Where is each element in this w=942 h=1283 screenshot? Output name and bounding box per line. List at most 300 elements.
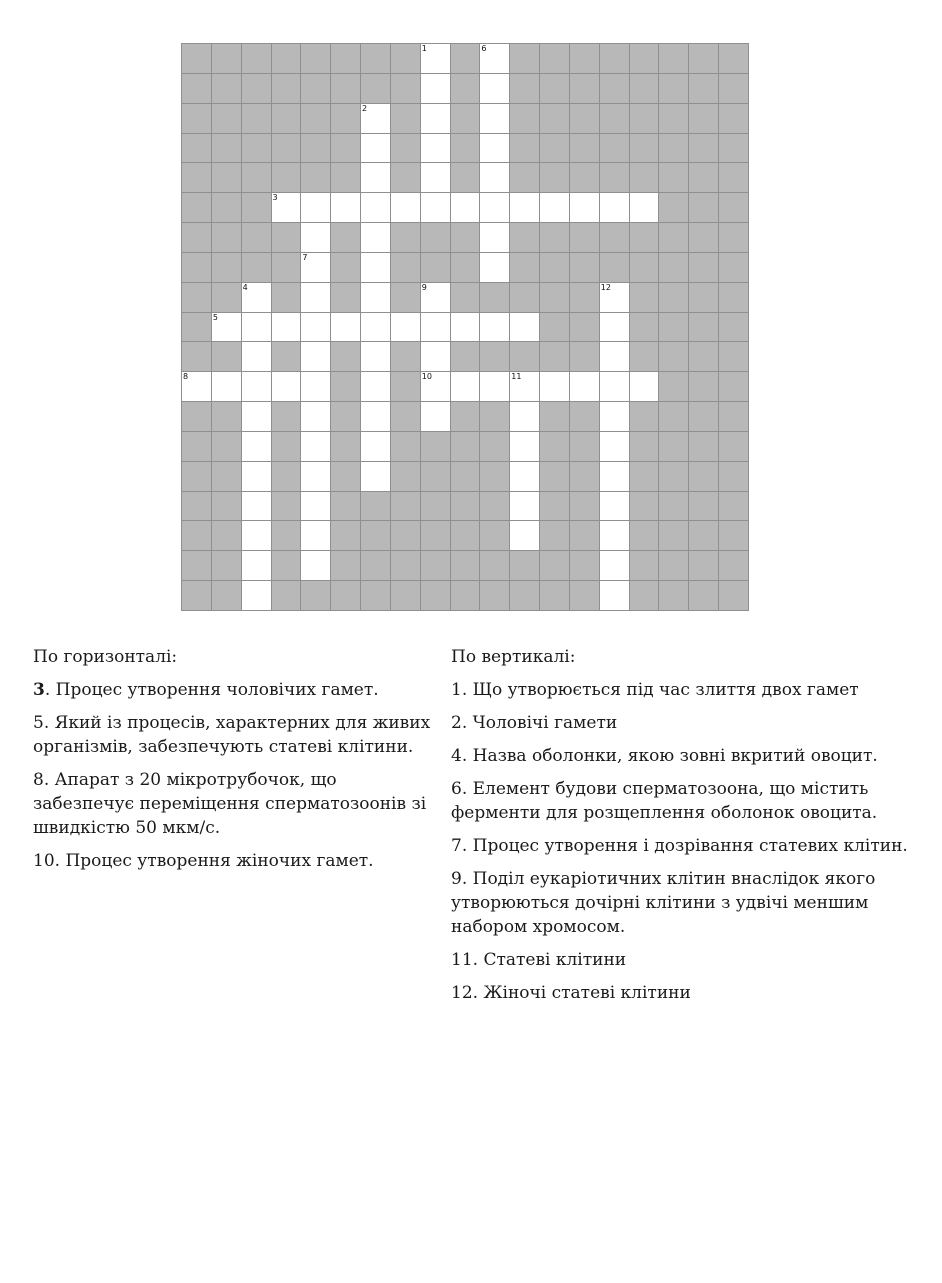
blocked-cell — [182, 581, 211, 610]
blocked-cell — [689, 521, 718, 550]
answer-cell[interactable] — [421, 342, 450, 371]
blocked-cell — [570, 253, 599, 282]
answer-cell[interactable] — [361, 104, 390, 133]
answer-cell[interactable] — [510, 313, 539, 342]
down-clue-6: 6. Елемент будови сперматозоона, що містить ферменти для розщеплення оболонок овоцита. — [451, 779, 878, 823]
answer-cell[interactable] — [480, 313, 509, 342]
answer-cell[interactable] — [361, 253, 390, 282]
blocked-cell — [510, 551, 539, 580]
blocked-cell — [689, 163, 718, 192]
answer-cell[interactable] — [272, 193, 301, 222]
answer-cell[interactable] — [361, 283, 390, 312]
blocked-cell — [182, 104, 211, 133]
answer-cell[interactable] — [301, 253, 330, 282]
blocked-cell — [719, 44, 748, 73]
blocked-cell — [719, 402, 748, 431]
answer-cell[interactable] — [480, 223, 509, 252]
answer-cell[interactable] — [361, 193, 390, 222]
answer-cell[interactable] — [301, 342, 330, 371]
answer-cell[interactable] — [600, 432, 629, 461]
blocked-cell — [540, 581, 569, 610]
blocked-cell — [689, 134, 718, 163]
answer-cell[interactable] — [182, 372, 211, 401]
blocked-cell — [391, 342, 420, 371]
blocked-cell — [659, 223, 688, 252]
answer-cell[interactable] — [600, 551, 629, 580]
answer-cell[interactable] — [570, 193, 599, 222]
answer-cell[interactable] — [540, 193, 569, 222]
blocked-cell — [659, 253, 688, 282]
answer-cell[interactable] — [421, 193, 450, 222]
blocked-cell — [182, 521, 211, 550]
blocked-cell — [272, 342, 301, 371]
answer-cell[interactable] — [272, 313, 301, 342]
answer-cell[interactable] — [301, 193, 330, 222]
blocked-cell — [182, 134, 211, 163]
blocked-cell — [600, 44, 629, 73]
blocked-cell — [540, 462, 569, 491]
blocked-cell — [361, 521, 390, 550]
blocked-cell — [182, 223, 211, 252]
answer-cell[interactable] — [421, 104, 450, 133]
clue-number-8: 8 — [183, 372, 189, 382]
answer-cell[interactable] — [242, 492, 271, 521]
blocked-cell — [242, 253, 271, 282]
blocked-cell — [272, 44, 301, 73]
answer-cell[interactable] — [480, 104, 509, 133]
blocked-cell — [480, 581, 509, 610]
blocked-cell — [451, 104, 480, 133]
down-heading: По вертикалі: — [451, 647, 576, 667]
answer-cell[interactable] — [242, 402, 271, 431]
answer-cell[interactable] — [600, 492, 629, 521]
answer-cell[interactable] — [272, 372, 301, 401]
blocked-cell — [331, 253, 360, 282]
answer-cell[interactable] — [540, 372, 569, 401]
across-heading: По горизонталі: — [33, 647, 178, 667]
blocked-cell — [421, 521, 450, 550]
answer-cell[interactable] — [242, 521, 271, 550]
blocked-cell — [540, 313, 569, 342]
clue-number-12: 12 — [600, 282, 611, 292]
blocked-cell — [242, 74, 271, 103]
blocked-cell — [570, 134, 599, 163]
blocked-cell — [331, 104, 360, 133]
blocked-cell — [391, 253, 420, 282]
blocked-cell — [212, 521, 241, 550]
blocked-cell — [689, 581, 718, 610]
blocked-cell — [242, 134, 271, 163]
blocked-cell — [570, 551, 599, 580]
blocked-cell — [570, 283, 599, 312]
blocked-cell — [719, 283, 748, 312]
blocked-cell — [659, 492, 688, 521]
blocked-cell — [480, 283, 509, 312]
blocked-cell — [480, 492, 509, 521]
blocked-cell — [689, 44, 718, 73]
blocked-cell — [331, 372, 360, 401]
blocked-cell — [391, 134, 420, 163]
blocked-cell — [689, 492, 718, 521]
blocked-cell — [719, 492, 748, 521]
blocked-cell — [272, 432, 301, 461]
answer-cell[interactable] — [301, 313, 330, 342]
blocked-cell — [212, 462, 241, 491]
answer-cell[interactable] — [570, 372, 599, 401]
blocked-cell — [272, 581, 301, 610]
blocked-cell — [719, 163, 748, 192]
blocked-cell — [421, 492, 450, 521]
blocked-cell — [421, 551, 450, 580]
across-clue-8: 8. Апарат з 20 мікротрубочок, що забезпечує переміщення сперматозоонів зі швидкістю 50 мкм/с. — [33, 770, 427, 838]
blocked-cell — [212, 492, 241, 521]
answer-cell[interactable] — [242, 581, 271, 610]
blocked-cell — [331, 134, 360, 163]
blocked-cell — [659, 551, 688, 580]
blocked-cell — [480, 462, 509, 491]
blocked-cell — [451, 163, 480, 192]
blocked-cell — [272, 283, 301, 312]
blocked-cell — [689, 462, 718, 491]
blocked-cell — [630, 342, 659, 371]
answer-cell[interactable] — [421, 134, 450, 163]
answer-cell[interactable] — [510, 372, 539, 401]
blocked-cell — [212, 104, 241, 133]
blocked-cell — [391, 492, 420, 521]
blocked-cell — [301, 44, 330, 73]
answer-cell[interactable] — [451, 193, 480, 222]
blocked-cell — [719, 581, 748, 610]
across-clues — [33, 645, 433, 882]
blocked-cell — [540, 402, 569, 431]
blocked-cell — [630, 313, 659, 342]
blocked-cell — [689, 193, 718, 222]
blocked-cell — [331, 432, 360, 461]
blocked-cell — [451, 521, 480, 550]
answer-cell[interactable] — [301, 402, 330, 431]
down-clues — [451, 645, 911, 1014]
answer-cell[interactable] — [301, 462, 330, 491]
clue-number: 3 — [33, 680, 45, 700]
answer-cell[interactable] — [451, 372, 480, 401]
blocked-cell — [659, 462, 688, 491]
blocked-cell — [540, 44, 569, 73]
answer-cell[interactable] — [361, 372, 390, 401]
blocked-cell — [719, 104, 748, 133]
clue-number-1: 1 — [421, 44, 427, 53]
blocked-cell — [182, 44, 211, 73]
blocked-cell — [659, 521, 688, 550]
blocked-cell — [570, 313, 599, 342]
blocked-cell — [719, 432, 748, 461]
blocked-cell — [361, 492, 390, 521]
blocked-cell — [480, 342, 509, 371]
blocked-cell — [540, 342, 569, 371]
blocked-cell — [659, 342, 688, 371]
blocked-cell — [719, 342, 748, 371]
blocked-cell — [689, 283, 718, 312]
blocked-cell — [570, 462, 599, 491]
blocked-cell — [361, 44, 390, 73]
blocked-cell — [391, 223, 420, 252]
answer-cell[interactable] — [600, 193, 629, 222]
blocked-cell — [212, 342, 241, 371]
blocked-cell — [689, 223, 718, 252]
answer-cell[interactable] — [301, 223, 330, 252]
answer-cell[interactable] — [510, 402, 539, 431]
answer-cell[interactable] — [331, 193, 360, 222]
blocked-cell — [272, 402, 301, 431]
answer-cell[interactable] — [480, 163, 509, 192]
answer-cell[interactable] — [331, 313, 360, 342]
blocked-cell — [301, 104, 330, 133]
clue-number-3: 3 — [272, 193, 278, 203]
answer-cell[interactable] — [510, 492, 539, 521]
blocked-cell — [272, 253, 301, 282]
answer-cell[interactable] — [361, 462, 390, 491]
answer-cell[interactable] — [361, 163, 390, 192]
blocked-cell — [212, 253, 241, 282]
blocked-cell — [451, 581, 480, 610]
answer-cell[interactable] — [600, 342, 629, 371]
blocked-cell — [212, 551, 241, 580]
blocked-cell — [391, 402, 420, 431]
blocked-cell — [242, 44, 271, 73]
blocked-cell — [659, 372, 688, 401]
answer-cell[interactable] — [212, 313, 241, 342]
answer-cell[interactable] — [480, 253, 509, 282]
blocked-cell — [391, 432, 420, 461]
blocked-cell — [331, 44, 360, 73]
blocked-cell — [391, 163, 420, 192]
blocked-cell — [510, 253, 539, 282]
blocked-cell — [570, 104, 599, 133]
blocked-cell — [540, 134, 569, 163]
blocked-cell — [182, 551, 211, 580]
answer-cell[interactable] — [361, 342, 390, 371]
blocked-cell — [600, 163, 629, 192]
across-clue-5: 5. Який із процесів, характерних для живих організмів, забезпечують статеві клітини. — [33, 713, 431, 757]
blocked-cell — [182, 283, 211, 312]
blocked-cell — [451, 551, 480, 580]
blocked-cell — [719, 372, 748, 401]
blocked-cell — [421, 253, 450, 282]
blocked-cell — [391, 462, 420, 491]
answer-cell[interactable] — [480, 44, 509, 73]
answer-cell[interactable] — [510, 462, 539, 491]
blocked-cell — [570, 223, 599, 252]
blocked-cell — [659, 313, 688, 342]
answer-cell[interactable] — [361, 223, 390, 252]
answer-cell[interactable] — [600, 283, 629, 312]
blocked-cell — [272, 74, 301, 103]
blocked-cell — [600, 104, 629, 133]
blocked-cell — [331, 74, 360, 103]
clue-number-10: 10 — [421, 372, 432, 382]
answer-cell[interactable] — [600, 313, 629, 342]
blocked-cell — [570, 432, 599, 461]
answer-cell[interactable] — [421, 44, 450, 73]
blocked-cell — [451, 253, 480, 282]
clue-number-11: 11 — [511, 372, 522, 382]
blocked-cell — [689, 432, 718, 461]
blocked-cell — [451, 432, 480, 461]
blocked-cell — [689, 551, 718, 580]
answer-cell[interactable] — [600, 372, 629, 401]
answer-cell[interactable] — [242, 372, 271, 401]
blocked-cell — [570, 342, 599, 371]
blocked-cell — [331, 462, 360, 491]
down-clue-12: 12. Жіночі статеві клітини — [451, 983, 691, 1003]
blocked-cell — [361, 581, 390, 610]
blocked-cell — [659, 44, 688, 73]
blocked-cell — [301, 581, 330, 610]
blocked-cell — [719, 462, 748, 491]
answer-cell[interactable] — [242, 462, 271, 491]
answer-cell[interactable] — [480, 74, 509, 103]
clue-number-9: 9 — [421, 282, 427, 292]
blocked-cell — [630, 74, 659, 103]
answer-cell[interactable] — [421, 372, 450, 401]
blocked-cell — [540, 492, 569, 521]
blocked-cell — [331, 581, 360, 610]
answer-cell[interactable] — [600, 581, 629, 610]
answer-cell[interactable] — [361, 402, 390, 431]
blocked-cell — [510, 223, 539, 252]
answer-cell[interactable] — [480, 193, 509, 222]
blocked-cell — [212, 134, 241, 163]
blocked-cell — [719, 551, 748, 580]
answer-cell[interactable] — [421, 402, 450, 431]
blocked-cell — [182, 253, 211, 282]
clue-number-2: 2 — [362, 103, 368, 113]
answer-cell[interactable] — [421, 283, 450, 312]
answer-cell[interactable] — [301, 551, 330, 580]
blocked-cell — [540, 223, 569, 252]
blocked-cell — [301, 74, 330, 103]
blocked-cell — [630, 134, 659, 163]
blocked-cell — [301, 163, 330, 192]
blocked-cell — [570, 581, 599, 610]
answer-cell[interactable] — [242, 432, 271, 461]
down-clue-7: 7. Процес утворення і дозрівання статевих клітин. — [451, 836, 908, 856]
blocked-cell — [451, 402, 480, 431]
answer-cell[interactable] — [421, 163, 450, 192]
answer-cell[interactable] — [630, 193, 659, 222]
blocked-cell — [630, 163, 659, 192]
blocked-cell — [630, 492, 659, 521]
down-clue-4: 4. Назва оболонки, якою зовні вкритий овоцит. — [451, 746, 878, 766]
blocked-cell — [421, 223, 450, 252]
answer-cell[interactable] — [212, 372, 241, 401]
blocked-cell — [212, 74, 241, 103]
answer-cell[interactable] — [301, 521, 330, 550]
answer-cell[interactable] — [301, 283, 330, 312]
blocked-cell — [689, 104, 718, 133]
answer-cell[interactable] — [361, 134, 390, 163]
blocked-cell — [719, 193, 748, 222]
blocked-cell — [630, 253, 659, 282]
blocked-cell — [719, 521, 748, 550]
blocked-cell — [540, 253, 569, 282]
blocked-cell — [421, 581, 450, 610]
answer-cell[interactable] — [361, 313, 390, 342]
blocked-cell — [212, 193, 241, 222]
blocked-cell — [212, 581, 241, 610]
answer-cell[interactable] — [391, 193, 420, 222]
answer-cell[interactable] — [242, 283, 271, 312]
blocked-cell — [212, 432, 241, 461]
answer-cell[interactable] — [391, 313, 420, 342]
blocked-cell — [719, 223, 748, 252]
clue-number-4: 4 — [242, 282, 248, 292]
blocked-cell — [480, 432, 509, 461]
blocked-cell — [480, 402, 509, 431]
blocked-cell — [510, 134, 539, 163]
answer-cell[interactable] — [600, 462, 629, 491]
blocked-cell — [630, 44, 659, 73]
blocked-cell — [510, 283, 539, 312]
answer-cell[interactable] — [242, 342, 271, 371]
blocked-cell — [689, 372, 718, 401]
down-clue-2: 2. Чоловічі гамети — [451, 713, 618, 733]
answer-cell[interactable] — [242, 551, 271, 580]
answer-cell[interactable] — [480, 134, 509, 163]
blocked-cell — [540, 74, 569, 103]
answer-cell[interactable] — [361, 432, 390, 461]
answer-cell[interactable] — [510, 193, 539, 222]
answer-cell[interactable] — [600, 521, 629, 550]
answer-cell[interactable] — [242, 313, 271, 342]
blocked-cell — [570, 492, 599, 521]
blocked-cell — [451, 342, 480, 371]
blocked-cell — [391, 521, 420, 550]
blocked-cell — [630, 402, 659, 431]
answer-cell[interactable] — [510, 432, 539, 461]
blocked-cell — [182, 462, 211, 491]
blocked-cell — [630, 521, 659, 550]
blocked-cell — [331, 342, 360, 371]
blocked-cell — [391, 74, 420, 103]
answer-cell[interactable] — [510, 521, 539, 550]
blocked-cell — [630, 283, 659, 312]
blocked-cell — [182, 313, 211, 342]
answer-cell[interactable] — [600, 402, 629, 431]
blocked-cell — [272, 104, 301, 133]
across-clue-10: 10. Процес утворення жіночих гамет. — [33, 851, 374, 871]
blocked-cell — [570, 521, 599, 550]
answer-cell[interactable] — [301, 432, 330, 461]
answer-cell[interactable] — [301, 492, 330, 521]
blocked-cell — [331, 492, 360, 521]
blocked-cell — [182, 163, 211, 192]
crossword-grid — [181, 43, 749, 611]
blocked-cell — [540, 283, 569, 312]
blocked-cell — [570, 163, 599, 192]
blocked-cell — [451, 462, 480, 491]
answer-cell[interactable] — [451, 313, 480, 342]
blocked-cell — [272, 223, 301, 252]
blocked-cell — [301, 134, 330, 163]
answer-cell[interactable] — [421, 74, 450, 103]
blocked-cell — [630, 581, 659, 610]
blocked-cell — [272, 163, 301, 192]
answer-cell[interactable] — [301, 372, 330, 401]
answer-cell[interactable] — [480, 372, 509, 401]
blocked-cell — [570, 402, 599, 431]
answer-cell[interactable] — [421, 313, 450, 342]
answer-cell[interactable] — [630, 372, 659, 401]
